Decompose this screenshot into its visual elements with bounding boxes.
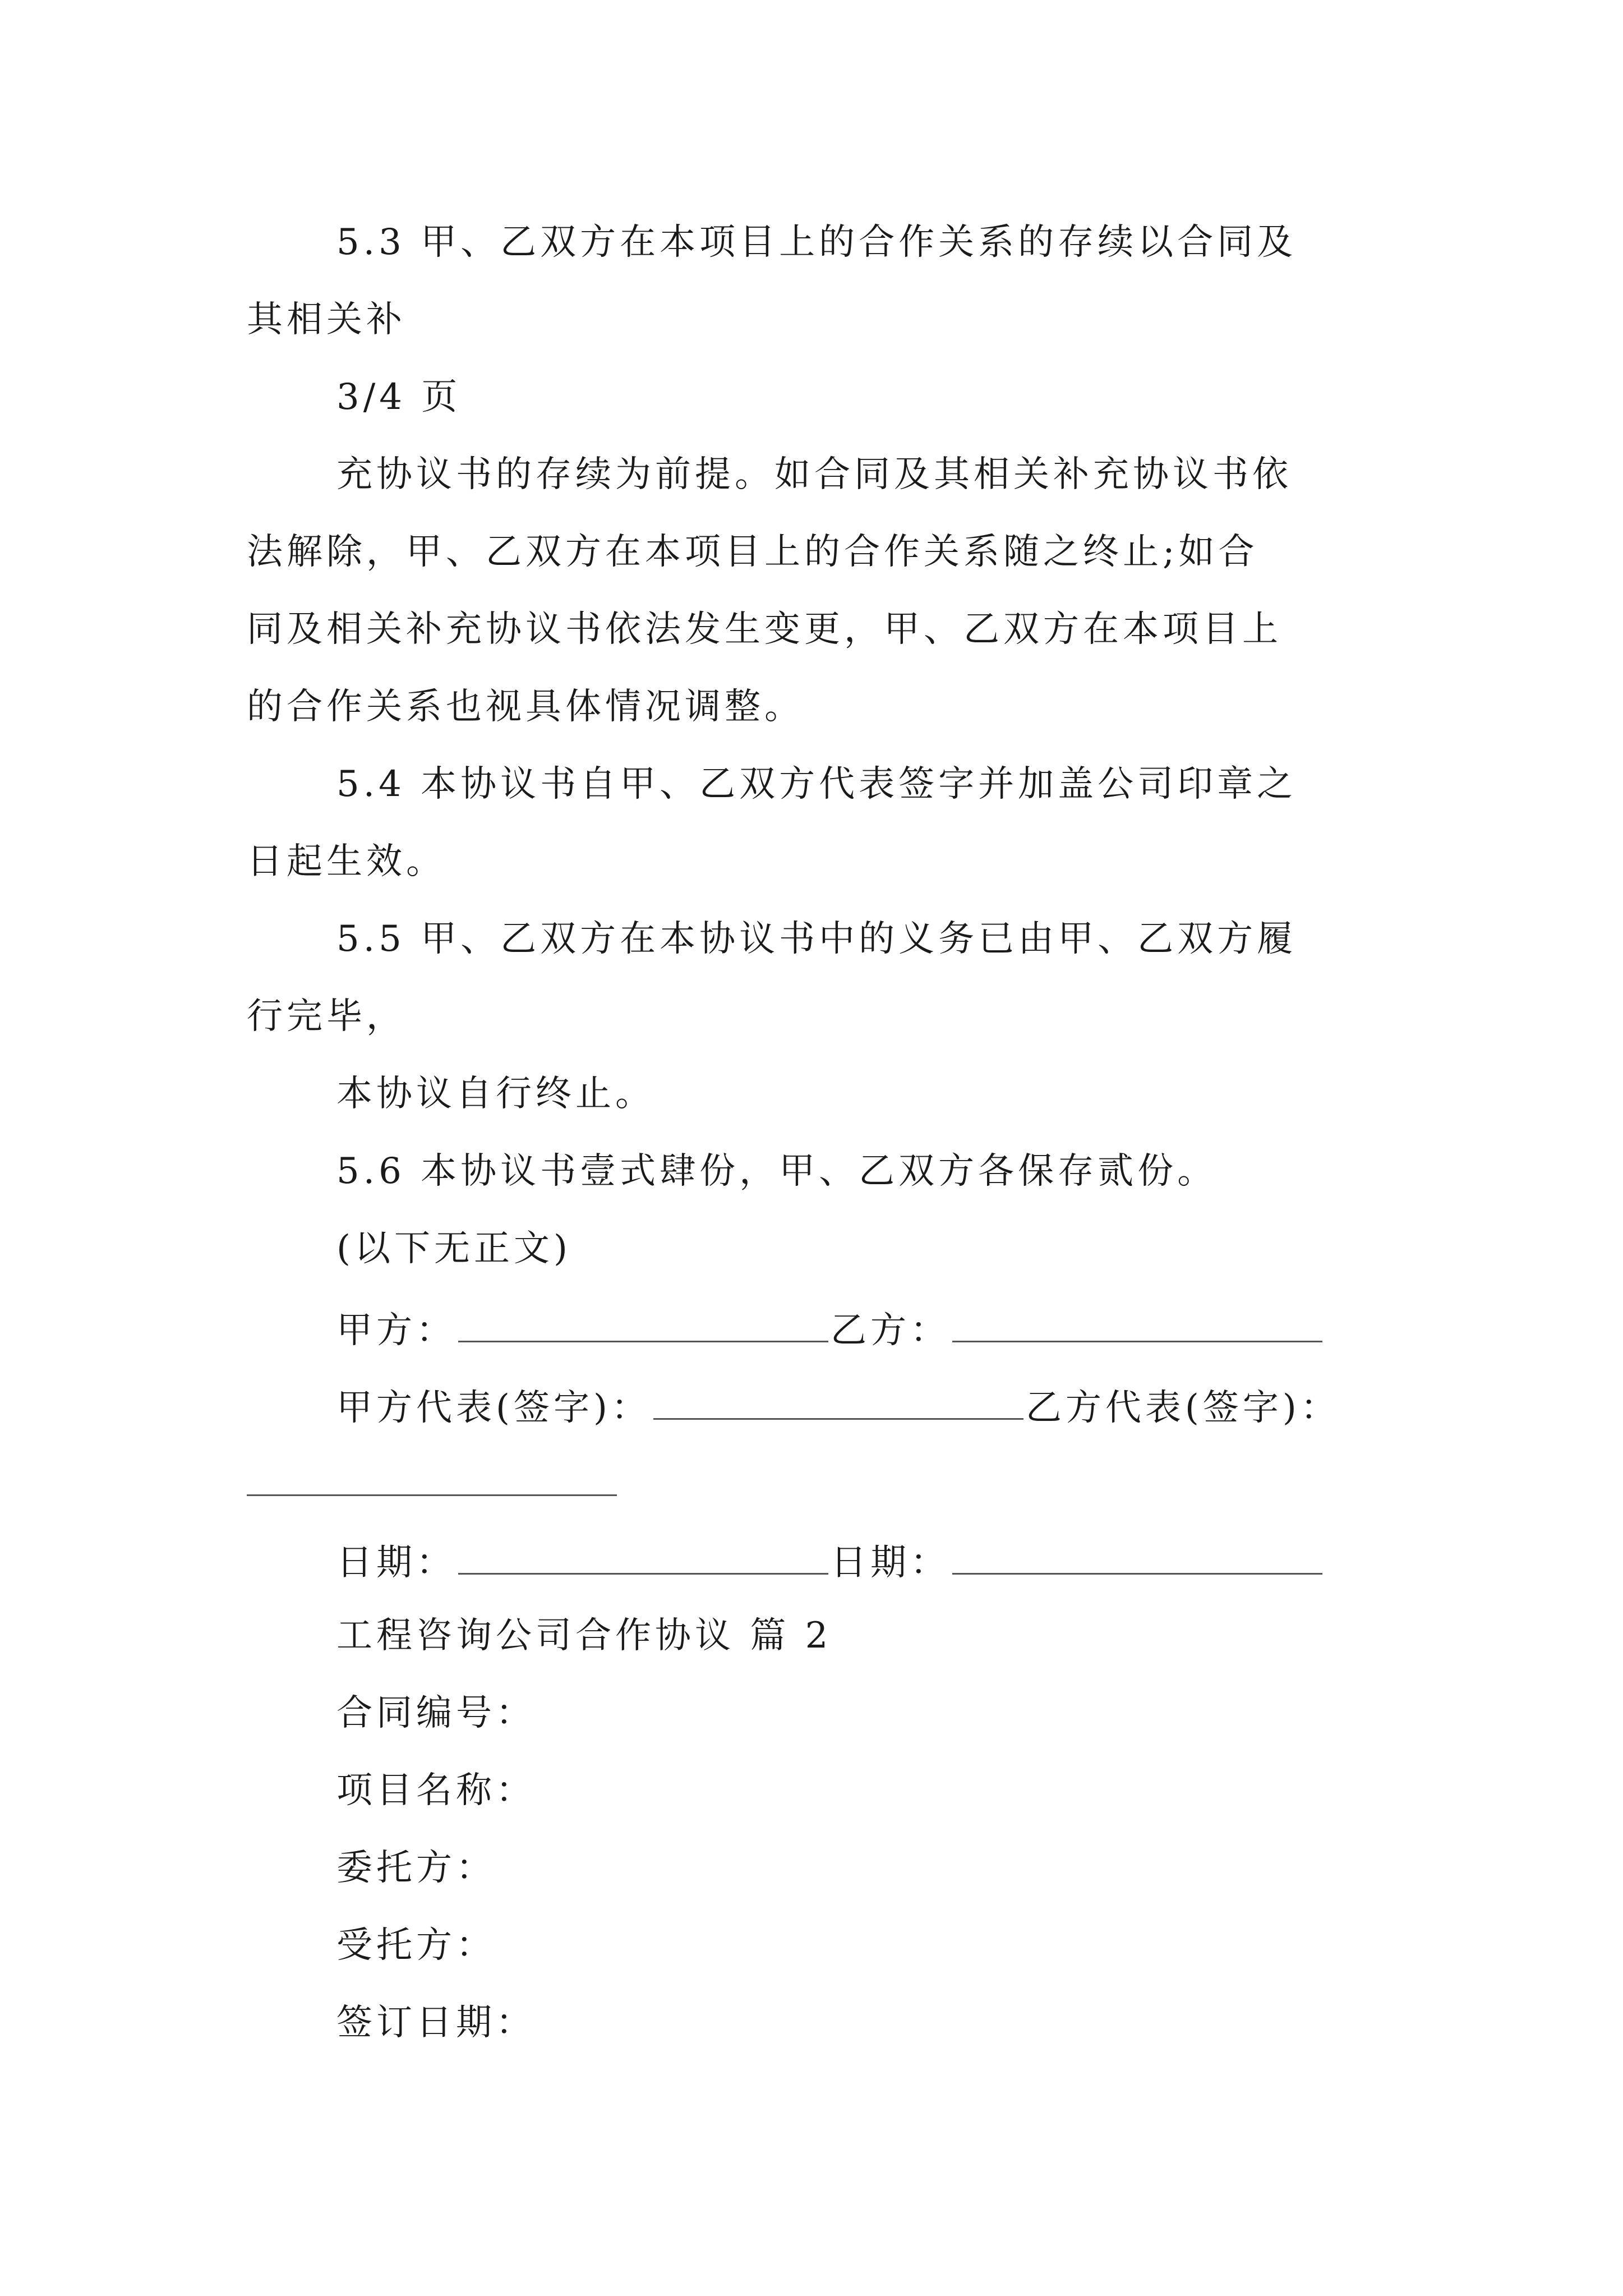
paragraph-5-4-line-1: 5.4 本协议书自甲、乙双方代表签字并加盖公司印章之 — [336, 763, 1297, 805]
client-label: 委托方： — [336, 1847, 496, 1889]
date-a-blank — [458, 1540, 828, 1575]
date-a-label: 日期： — [336, 1542, 456, 1584]
rep-b-label: 乙方代表(签字)： — [1025, 1387, 1340, 1429]
party-line — [336, 1308, 1325, 1349]
paragraph-5-5-line-3: 本协议自行终止。 — [336, 1073, 655, 1115]
party-b-label: 乙方： — [831, 1310, 950, 1351]
party-b-blank — [952, 1308, 1322, 1342]
contract-number-label: 合同编号： — [336, 1692, 536, 1734]
party-a-blank — [458, 1308, 828, 1342]
party-a-label: 甲方： — [336, 1310, 456, 1351]
date-line — [336, 1540, 1325, 1584]
contractor-label: 受托方： — [336, 1925, 496, 1966]
rep-a-blank — [653, 1386, 1023, 1420]
paragraph-5-4-line-2: 日起生效。 — [247, 841, 446, 882]
paragraph-5-3-line-1: 5.3 甲、乙双方在本项目上的合作关系的存续以合同及 — [336, 222, 1297, 263]
page-number: 3/4 页 — [336, 376, 462, 418]
project-name-label: 项目名称： — [336, 1770, 536, 1811]
paragraph-5-3-cont-line-3: 同及相关补充协议书依法发生变更，甲、乙双方在本项目上 — [247, 609, 1282, 650]
no-text-note: (以下无正文) — [336, 1228, 571, 1269]
paragraph-5-5-line-1: 5.5 甲、乙双方在本协议书中的义务已由甲、乙双方履 — [336, 918, 1297, 960]
rep-b-blank — [247, 1494, 617, 1496]
paragraph-5-3-cont-line-4: 的合作关系也视具体情况调整。 — [247, 686, 804, 728]
paragraph-5-5-line-2: 行完毕， — [247, 996, 406, 1037]
representative-line — [336, 1386, 1340, 1429]
date-b-blank — [952, 1540, 1322, 1575]
sign-date-label: 签订日期： — [336, 2002, 536, 2044]
section-2-title: 工程咨询公司合作协议 篇 2 — [336, 1615, 832, 1657]
paragraph-5-3-cont-line-1: 充协议书的存续为前提。如合同及其相关补充协议书依 — [336, 454, 1292, 495]
rep-a-label: 甲方代表(签字)： — [336, 1387, 651, 1429]
paragraph-5-3-cont-line-2: 法解除，甲、乙双方在本项目上的合作关系随之终止;如合 — [247, 531, 1258, 573]
date-b-label: 日期： — [831, 1542, 950, 1584]
paragraph-5-3-line-2: 其相关补 — [247, 299, 406, 341]
paragraph-5-6: 5.6 本协议书壹式肆份，甲、乙双方各保存贰份。 — [336, 1151, 1218, 1192]
